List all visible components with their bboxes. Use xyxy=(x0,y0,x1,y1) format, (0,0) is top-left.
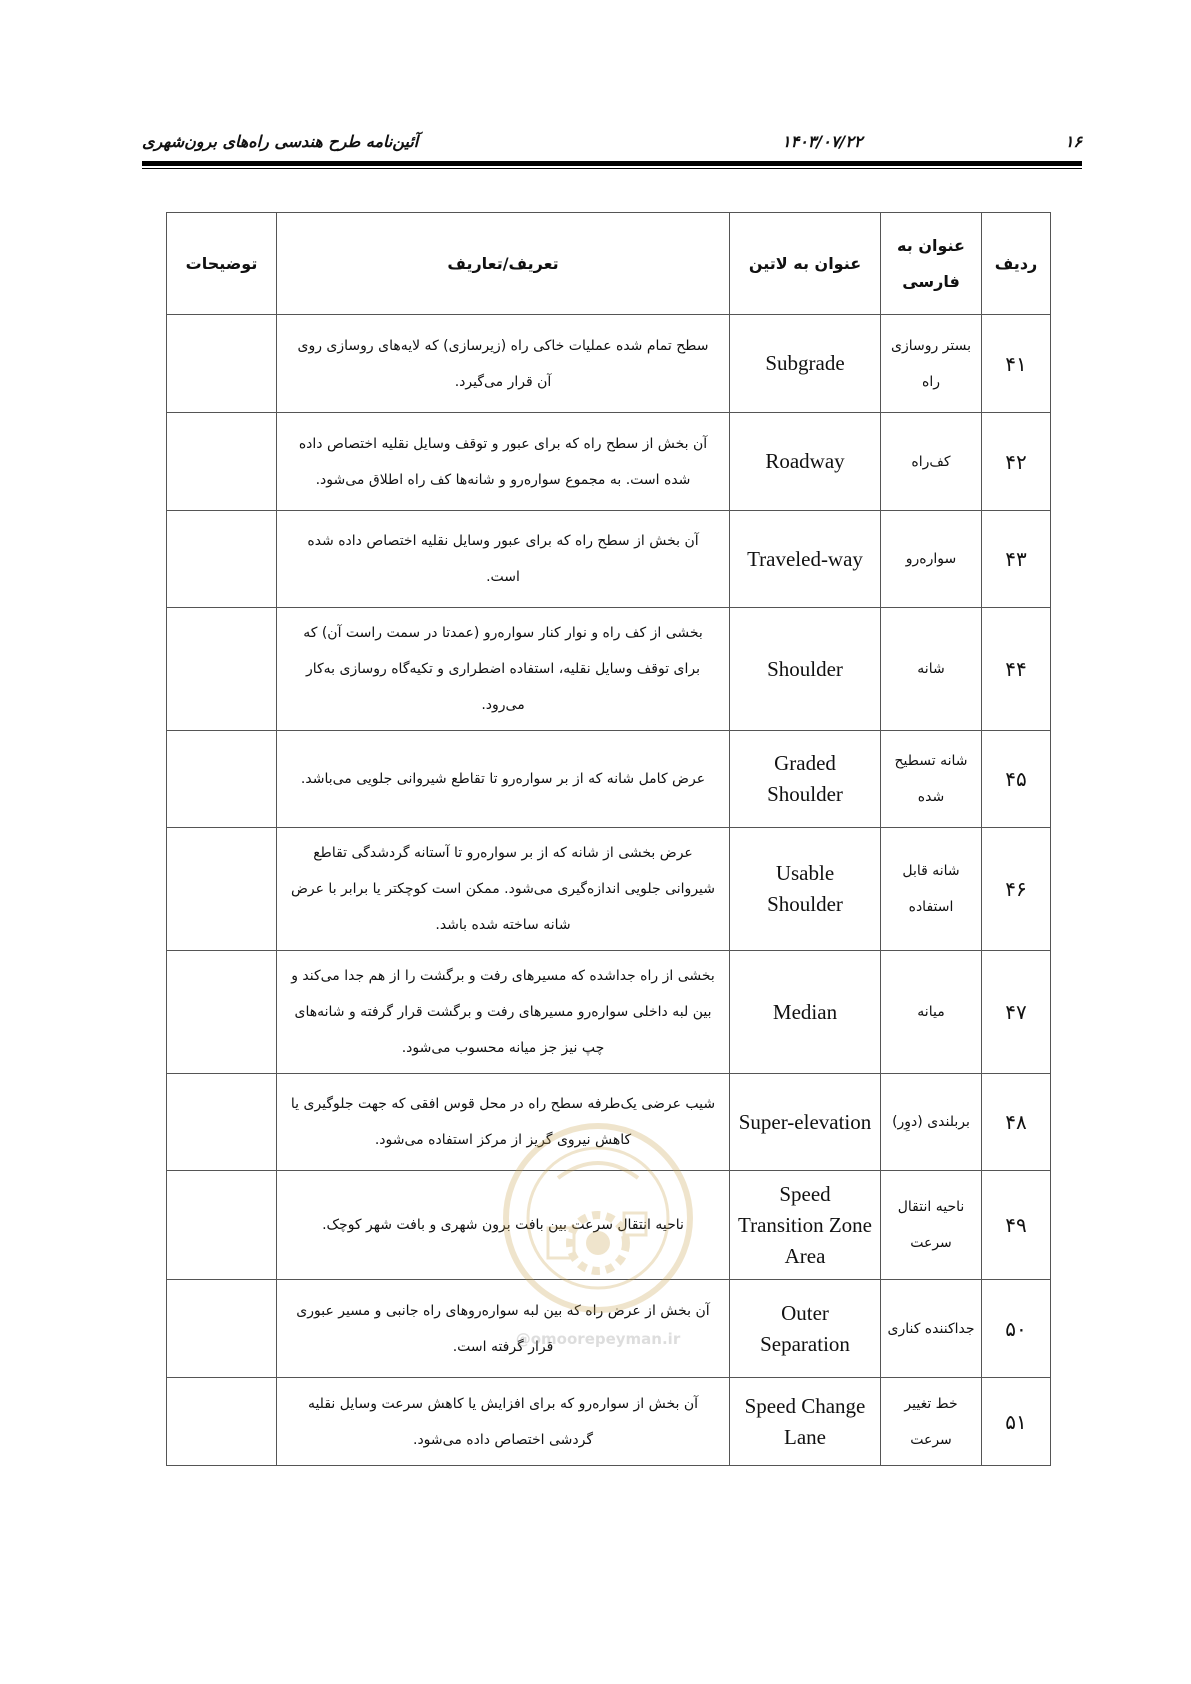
persian-title-cell: جداکننده کناری xyxy=(881,1280,982,1378)
row-number-cell: ۴۲ xyxy=(982,413,1051,511)
row-number-cell: ۴۱ xyxy=(982,315,1051,413)
notes-cell xyxy=(167,1074,277,1171)
definition-cell: آن بخش از عرض راه که بین لبه سواره‌روهای راه جانبی و مسیر عبوری قرار گرفته است. xyxy=(277,1280,730,1378)
latin-title-cell: Roadway xyxy=(730,413,881,511)
row-number-cell: ۴۴ xyxy=(982,608,1051,731)
col-header-persian-title: عنوان به فارسی xyxy=(881,213,982,315)
persian-title-cell: بربلندی (دوِر) xyxy=(881,1074,982,1171)
col-header-latin-title: عنوان به لاتین xyxy=(730,213,881,315)
definition-cell: بخشی از راه جداشده که مسیرهای رفت و برگشت را از هم جدا می‌کند و بین لبه داخلی سواره‌رو مسیرهای رفت و برگشت قرار گرفته و شانه‌های چپ نیز جز میانه محسوب می‌شود. xyxy=(277,951,730,1074)
table-row xyxy=(167,951,1051,1074)
latin-title-cell: Subgrade xyxy=(730,315,881,413)
table-row xyxy=(167,1074,1051,1171)
definitions-table-wrapper xyxy=(166,212,1050,1466)
definitions-table xyxy=(166,212,1051,1466)
definition-cell: آن بخش از سطح راه که برای عبور و توقف وسایل نقلیه اختصاص داده شده است. به مجموع سواره‌رو و شانه‌ها کف راه اطلاق می‌شود. xyxy=(277,413,730,511)
definition-cell: سطح تمام شده عملیات خاکی راه (زیرسازی) که لایه‌های روسازی روی آن قرار می‌گیرد. xyxy=(277,315,730,413)
table-row xyxy=(167,731,1051,828)
definition-cell: ناحیه انتقال سرعت بین بافت برون شهری و بافت شهر کوچک. xyxy=(277,1171,730,1280)
row-number-cell: ۴۹ xyxy=(982,1171,1051,1280)
latin-title-cell: Median xyxy=(730,951,881,1074)
row-number-cell: ۴۷ xyxy=(982,951,1051,1074)
latin-title-cell: Outer Separation xyxy=(730,1280,881,1378)
table-row xyxy=(167,413,1051,511)
latin-title-cell: Traveled-way xyxy=(730,511,881,608)
definition-cell: بخشی از کف راه و نوار کنار سواره‌رو (عمدتا در سمت راست آن) که برای توقف وسایل نقلیه، استفاده اضطراری و تکیه‌گاه روسازی به‌کار می‌رود. xyxy=(277,608,730,731)
page-number: ۱۶ xyxy=(1064,132,1082,151)
row-number-cell: ۵۱ xyxy=(982,1378,1051,1466)
persian-title-cell: کف‌راه xyxy=(881,413,982,511)
persian-title-cell: سواره‌رو xyxy=(881,511,982,608)
notes-cell xyxy=(167,828,277,951)
row-number-cell: ۴۶ xyxy=(982,828,1051,951)
persian-title-cell: شانه تسطیح شده xyxy=(881,731,982,828)
document-title: آئین‌نامه طرح هندسی راه‌های برون‌شهری xyxy=(142,132,419,151)
latin-title-cell: Super-elevation xyxy=(730,1074,881,1171)
document-date: ۱۴۰۳/۰۷/۲۲ xyxy=(782,132,863,151)
table-row xyxy=(167,828,1051,951)
persian-title-cell: شانه xyxy=(881,608,982,731)
latin-title-cell: Speed Change Lane xyxy=(730,1378,881,1466)
table-row xyxy=(167,1171,1051,1280)
definition-cell: آن بخش از سطح راه که برای عبور وسایل نقلیه اختصاص داده شده است. xyxy=(277,511,730,608)
row-number-cell: ۴۳ xyxy=(982,511,1051,608)
notes-cell xyxy=(167,608,277,731)
persian-title-cell: میانه xyxy=(881,951,982,1074)
latin-title-cell: Shoulder xyxy=(730,608,881,731)
notes-cell xyxy=(167,1280,277,1378)
persian-title-cell: بستر روسازی راه xyxy=(881,315,982,413)
notes-cell xyxy=(167,1171,277,1280)
notes-cell xyxy=(167,1378,277,1466)
header-rule-thin xyxy=(142,168,1082,169)
page-header xyxy=(142,128,1082,158)
table-row xyxy=(167,1280,1051,1378)
watermark-text: @omoorepeyman.ir xyxy=(515,1330,681,1348)
persian-title-cell: خط تغییر سرعت xyxy=(881,1378,982,1466)
table-row xyxy=(167,315,1051,413)
table-row xyxy=(167,608,1051,731)
table-row xyxy=(167,1378,1051,1466)
persian-title-cell: ناحیه انتقال سرعت xyxy=(881,1171,982,1280)
row-number-cell: ۵۰ xyxy=(982,1280,1051,1378)
col-header-row: ردیف xyxy=(982,213,1051,315)
notes-cell xyxy=(167,951,277,1074)
persian-title-cell: شانه قابل استفاده xyxy=(881,828,982,951)
col-header-definition: تعریف/تعاریف xyxy=(277,213,730,315)
row-number-cell: ۴۸ xyxy=(982,1074,1051,1171)
col-header-notes: توضیحات xyxy=(167,213,277,315)
definition-cell: شیب عرضی یک‌طرفه سطح راه در محل قوس افقی که جهت جلوگیری یا کاهش نیروی گریز از مرکز استفاده می‌شود. xyxy=(277,1074,730,1171)
table-header-row xyxy=(167,213,1051,315)
latin-title-cell: Usable Shoulder xyxy=(730,828,881,951)
header-rule-thick xyxy=(142,161,1082,166)
table-row xyxy=(167,511,1051,608)
definition-cell: عرض کامل شانه که از بر سواره‌رو تا تقاطع شیروانی جلویی می‌باشد. xyxy=(277,731,730,828)
definition-cell: عرض بخشی از شانه که از بر سواره‌رو تا آستانه گردشدگی تقاطع شیروانی جلویی اندازه‌گیری می‌شود. ممکن است کوچکتر یا برابر با عرض شانه ساخته شده باشد. xyxy=(277,828,730,951)
latin-title-cell: Graded Shoulder xyxy=(730,731,881,828)
notes-cell xyxy=(167,511,277,608)
row-number-cell: ۴۵ xyxy=(982,731,1051,828)
notes-cell xyxy=(167,315,277,413)
notes-cell xyxy=(167,413,277,511)
notes-cell xyxy=(167,731,277,828)
latin-title-cell: Speed Transition Zone Area xyxy=(730,1171,881,1280)
definition-cell: آن بخش از سواره‌رو که برای افزایش یا کاهش سرعت وسایل نقلیه گردشی اختصاص داده می‌شود. xyxy=(277,1378,730,1466)
